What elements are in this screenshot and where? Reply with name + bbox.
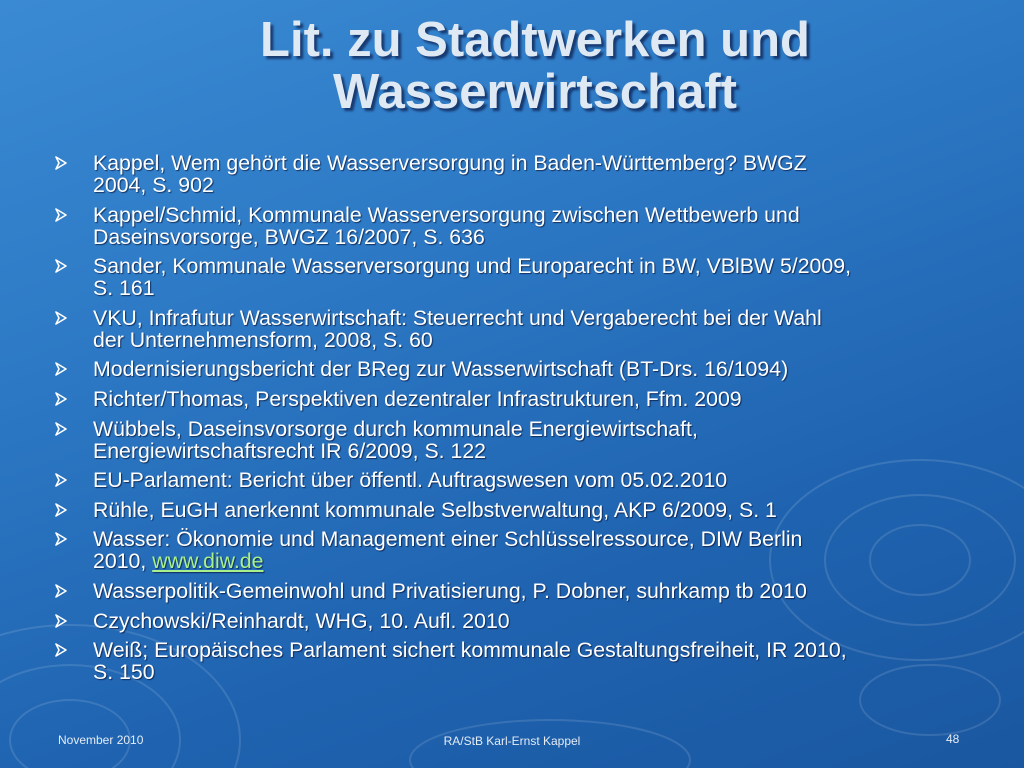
reference-text: Modernisierungsbericht der BReg zur Wasserwirtschaft (BT-Drs. 16/1094) — [93, 357, 789, 382]
list-item — [52, 469, 1012, 491]
reference-text: Wasser: Ökonomie und Management einer Schlüsselressource, DIW Berlin — [93, 527, 803, 552]
reference-text: VKU, Infrafutur Wasserwirtschaft: Steuerrecht und Vergaberecht bei der Wahl — [93, 305, 822, 330]
reference-text: Kappel/Schmid, Kommunale Wasserversorgung zwischen Wettbewerb und — [93, 202, 800, 227]
arrow-bullet-icon — [54, 503, 68, 517]
reference-text: S. 161 — [93, 276, 155, 301]
slide-title-line2: Wasserwirtschaft — [333, 65, 737, 119]
arrow-bullet-icon — [54, 614, 68, 628]
list-item — [52, 499, 1012, 521]
arrow-bullet-icon — [54, 362, 68, 376]
footer-author: RA/StB Karl-Ernst Kappel — [443, 734, 581, 748]
list-item — [52, 152, 1012, 196]
list-item — [52, 388, 1012, 410]
reference-text: Czychowski/Reinhardt, WHG, 10. Aufl. 2010 — [93, 608, 510, 633]
list-item — [52, 610, 1012, 632]
reference-text: 2010, — [93, 549, 153, 574]
reference-text: Energiewirtschaftsrecht IR 6/2009, S. 122 — [93, 438, 487, 463]
reference-text: Kappel, Wem gehört die Wasserversorgung in Baden-Württemberg? BWGZ — [93, 151, 807, 175]
footer-date: November 2010 — [58, 733, 144, 747]
arrow-bullet-icon — [54, 311, 68, 325]
list-item — [52, 418, 1012, 462]
list-item — [52, 580, 1012, 602]
reference-text: Sander, Kommunale Wasserversorgung und Europarecht in BW, VBlBW 5/2009, — [93, 254, 852, 279]
list-item — [52, 204, 1012, 248]
arrow-bullet-icon — [54, 156, 68, 170]
arrow-bullet-icon — [54, 422, 68, 436]
reference-text: der Unternehmensform, 2008, S. 60 — [93, 327, 433, 352]
reference-text: S. 150 — [93, 660, 155, 685]
reference-list — [52, 152, 1012, 691]
list-item — [52, 358, 1012, 380]
arrow-bullet-icon — [54, 208, 68, 222]
reference-text: EU-Parlament: Bericht über öffentl. Auftragswesen vom 05.02.2010 — [93, 468, 728, 493]
page-number: 48 — [946, 732, 960, 746]
slide-title — [120, 14, 950, 118]
arrow-bullet-icon — [54, 259, 68, 273]
slide-title-line1: Lit. zu Stadtwerken und — [260, 13, 810, 67]
reference-text: Wasserpolitik-Gemeinwohl und Privatisierung, P. Dobner, suhrkamp tb 2010 — [93, 578, 807, 603]
diw-link[interactable]: www.diw.de — [152, 549, 264, 574]
arrow-bullet-icon — [54, 473, 68, 487]
reference-text: Wübbels, Daseinsvorsorge durch kommunale Energiewirtschaft, — [93, 416, 698, 441]
reference-text: Weiß; Europäisches Parlament sichert kommunale Gestaltungsfreiheit, IR 2010, — [93, 638, 847, 663]
arrow-bullet-icon — [54, 392, 68, 406]
list-item — [52, 639, 1012, 683]
arrow-bullet-icon — [54, 643, 68, 657]
reference-text: Richter/Thomas, Perspektiven dezentraler Infrastrukturen, Ffm. 2009 — [93, 386, 742, 411]
list-item — [52, 307, 1012, 351]
reference-text: Daseinsvorsorge, BWGZ 16/2007, S. 636 — [93, 224, 485, 249]
reference-text: 2004, S. 902 — [93, 173, 214, 197]
list-item — [52, 255, 1012, 299]
arrow-bullet-icon — [54, 584, 68, 598]
reference-text: Rühle, EuGH anerkennt kommunale Selbstverwaltung, AKP 6/2009, S. 1 — [93, 497, 777, 522]
list-item — [52, 528, 1012, 572]
arrow-bullet-icon — [54, 532, 68, 546]
